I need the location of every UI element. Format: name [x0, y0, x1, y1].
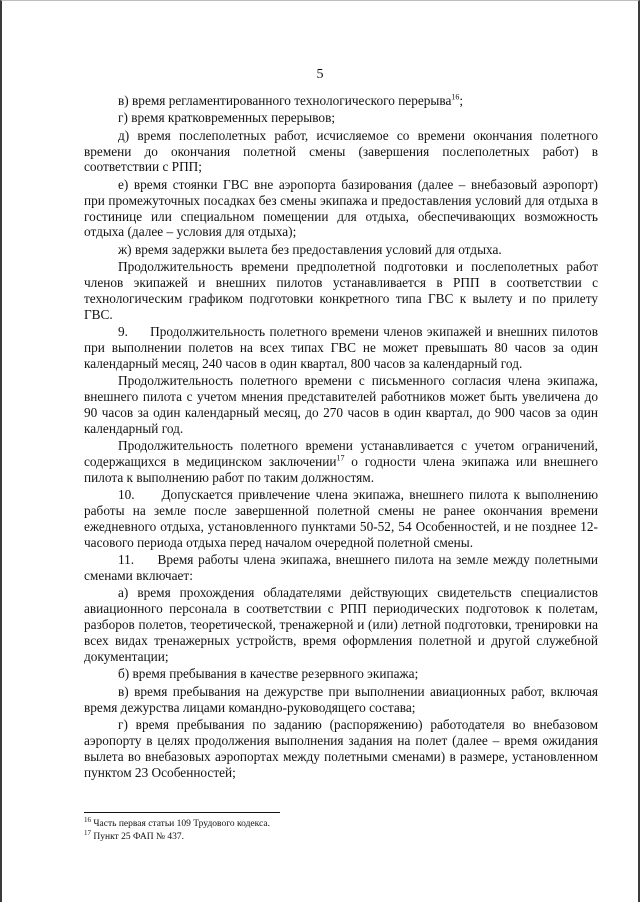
paragraph-extended-flight-time: Продолжительность полетного времени с письменного согласия члена экипажа, внешнего пилота с учетом мнения представителей работников может быть увеличена до 90 часов за один календарный месяц, до 270 часов в один квартал, до 900 часов за один календарный год. [84, 373, 598, 436]
paragraph-medical-limits [84, 438, 598, 486]
paragraph-v-duty: в) время пребывания на дежурстве при выполнении авиационных работ, включая время дежурства лицами командно-руководящего состава; [84, 683, 598, 715]
paragraph-v-technological-break [84, 93, 598, 109]
footnote-ref-17: 17 [336, 453, 345, 463]
paragraph-text: Продолжительность полетного времени устанавливается с учетом ограничений, содержащихся в медицинском заключении [84, 438, 598, 470]
footnote-16 [84, 815, 598, 831]
paragraph-zh-departure-delay: ж) время задержки вылета без предоставления условий для отдыха. [118, 241, 502, 257]
paragraph-item-11: 11. Время работы члена экипажа, внешнего пилота на земле между полетными сменами включает: [84, 552, 598, 584]
body-text [84, 93, 598, 782]
footnote-text: Пункт 25 ФАП № 437. [91, 832, 185, 842]
paragraph-preflight-duration: Продолжительность времени предполетной подготовки и послеполетных работ членов экипажей и внешних пилотов устанавливается в РПП в соответствии с технологическим графиком подготовки конкретного типа ГВС к вылету и по прилету ГВС. [84, 259, 598, 322]
paragraph-g-short-breaks: г) время кратковременных перерывов; [118, 110, 336, 126]
footnote-text: Часть первая статьи 109 Трудового кодекса. [91, 819, 270, 829]
paragraph-a-training: а) время прохождения обладателями действующих свидетельств специалистов авиационного персонала в соответствии с РПП периодических подготовок к полетам, разборов полетов, теоретической, тренажерной и (или) летной подготовки, тренировки на всех видах тренажерных устройств, время оформления полетной и другой служебной документации; [84, 585, 598, 665]
paragraph-text: в) время регламентированного технологического перерыва [118, 93, 452, 108]
page-number: 5 [316, 67, 324, 82]
paragraph-tail: о годности члена экипажа или внешнего пилота к выполнению работ по таким должностям. [84, 454, 598, 485]
paragraph-item-10: 10. Допускается привлечение члена экипажа, внешнего пилота к выполнению работы на земле после завершенной полетной смены не ранее окончания времени ежедневного отдыха, установленного пунктами 50-52, 54 Особенностей, и не позднее 12-часового периода отдыха перед началом очередной полетной смены. [84, 487, 598, 550]
paragraph-g-waiting-time: г) время пребывания по заданию (распоряжению) работодателя во внебазовом аэропорту в целях продолжения выполнения задания на полет (далее – время ожидания вылета во внебазовых аэропортах между полетными сменами) в размере, установленном пунктом 23 Особенностей; [84, 716, 598, 780]
footnotes [84, 815, 598, 844]
paragraph-e-aircraft-parking: е) время стоянки ГВС вне аэропорта базирования (далее – внебазовый аэропорт) при промежуточных посадках без смены экипажа и предоставления условий для отдыха в гостинице или специальном помещении для отдыха, обеспечивающих возможность отдыха (далее – условия для отдыха); [84, 176, 598, 240]
footnote-mark: 17 [84, 828, 91, 837]
paragraph-item-9: 9. Продолжительность полетного времени членов экипажей и внешних пилотов при выполнении полетов на всех типах ГВС не может превышать 80 часов за один календарный месяц, 240 часов в один квартал, 800 часов за календарный год. [84, 324, 598, 371]
paragraph-tail: ; [459, 93, 464, 108]
paragraph-d-postflight-work: д) время послеполетных работ, исчисляемое со времени окончания полетного времени до окончания полетной смены (завершения послеполетных работ) в соответствии с РПП; [84, 127, 598, 175]
footnote-separator [84, 812, 280, 813]
paragraph-b-reserve-crew: б) время пребывания в качестве резервного экипажа; [118, 666, 419, 682]
footnote-ref-16: 16 [451, 92, 460, 102]
footnote-17 [84, 828, 598, 844]
footnote-mark: 16 [84, 815, 91, 824]
